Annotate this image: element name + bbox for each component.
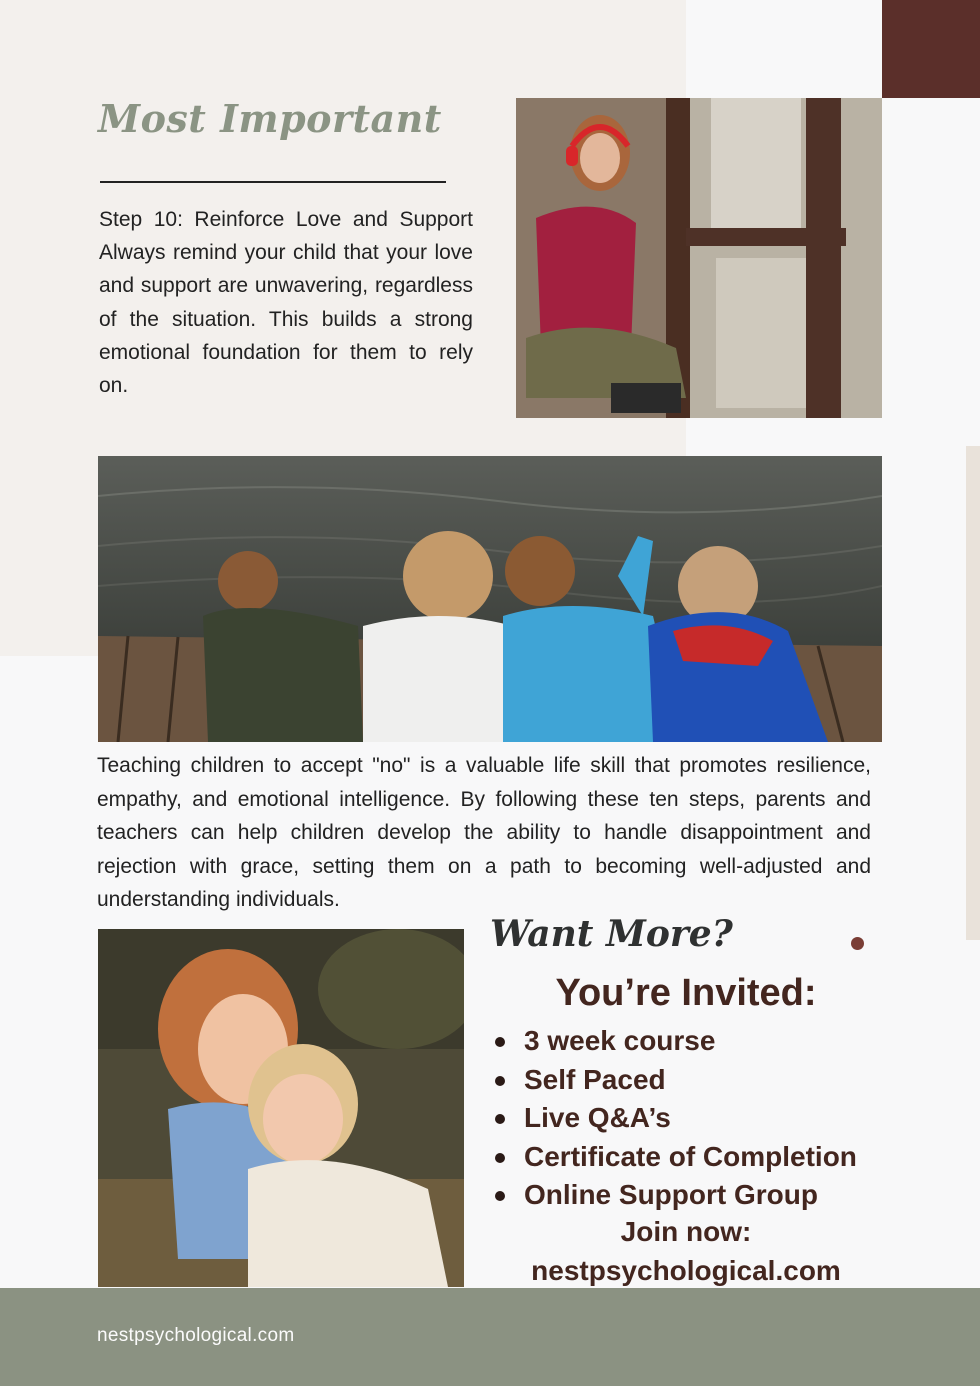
join-url-link[interactable]: nestpsychological.com xyxy=(531,1254,841,1286)
girl-window-photo xyxy=(516,98,882,418)
list-item xyxy=(490,1138,857,1177)
bullet-icon xyxy=(495,1037,505,1047)
invited-title: You’re Invited: xyxy=(555,972,817,1014)
bullet-icon xyxy=(495,1076,505,1086)
feature-list xyxy=(490,1022,857,1215)
list-item xyxy=(490,1099,857,1138)
feature-label: Self Paced xyxy=(524,1063,666,1095)
bullet-icon xyxy=(495,1191,505,1201)
heading-divider xyxy=(100,181,446,183)
want-more-heading: Want More? xyxy=(490,913,733,955)
join-label: Join now: xyxy=(620,1216,752,1247)
step-10-text: Step 10: Reinforce Love and Support Always remind your child that your love and support are unwavering, regardless of the situation. This builds a strong emotional foundation for them to rely on. xyxy=(99,208,473,398)
right-accent-strip xyxy=(966,446,980,940)
feature-label: Online Support Group xyxy=(524,1179,818,1210)
feature-label: Live Q&A’s xyxy=(524,1102,671,1133)
join-block xyxy=(490,1213,882,1290)
decorative-dot xyxy=(851,937,864,950)
bullet-icon xyxy=(495,1114,505,1124)
girls-hug-photo xyxy=(98,929,464,1287)
bullet-icon xyxy=(495,1153,505,1163)
kids-dock-photo xyxy=(98,456,882,742)
feature-label: 3 week course xyxy=(524,1025,716,1056)
body-paragraph: Teaching children to accept "no" is a valuable life skill that promotes resilience, empathy, and emotional intelligence. By following these ten steps, parents and teachers can help children develop the ability to handle disappointment and rejection with grace, setting them on a path to becoming well-adjusted and understanding individuals. xyxy=(97,754,871,912)
list-item xyxy=(490,1176,857,1215)
list-item xyxy=(490,1022,857,1061)
corner-accent-block xyxy=(882,0,980,98)
list-item xyxy=(490,1061,857,1100)
section-heading: Most Important xyxy=(98,96,442,141)
footer-url-link[interactable]: nestpsychological.com xyxy=(97,1325,295,1346)
feature-label: Certificate of Completion xyxy=(524,1140,857,1172)
